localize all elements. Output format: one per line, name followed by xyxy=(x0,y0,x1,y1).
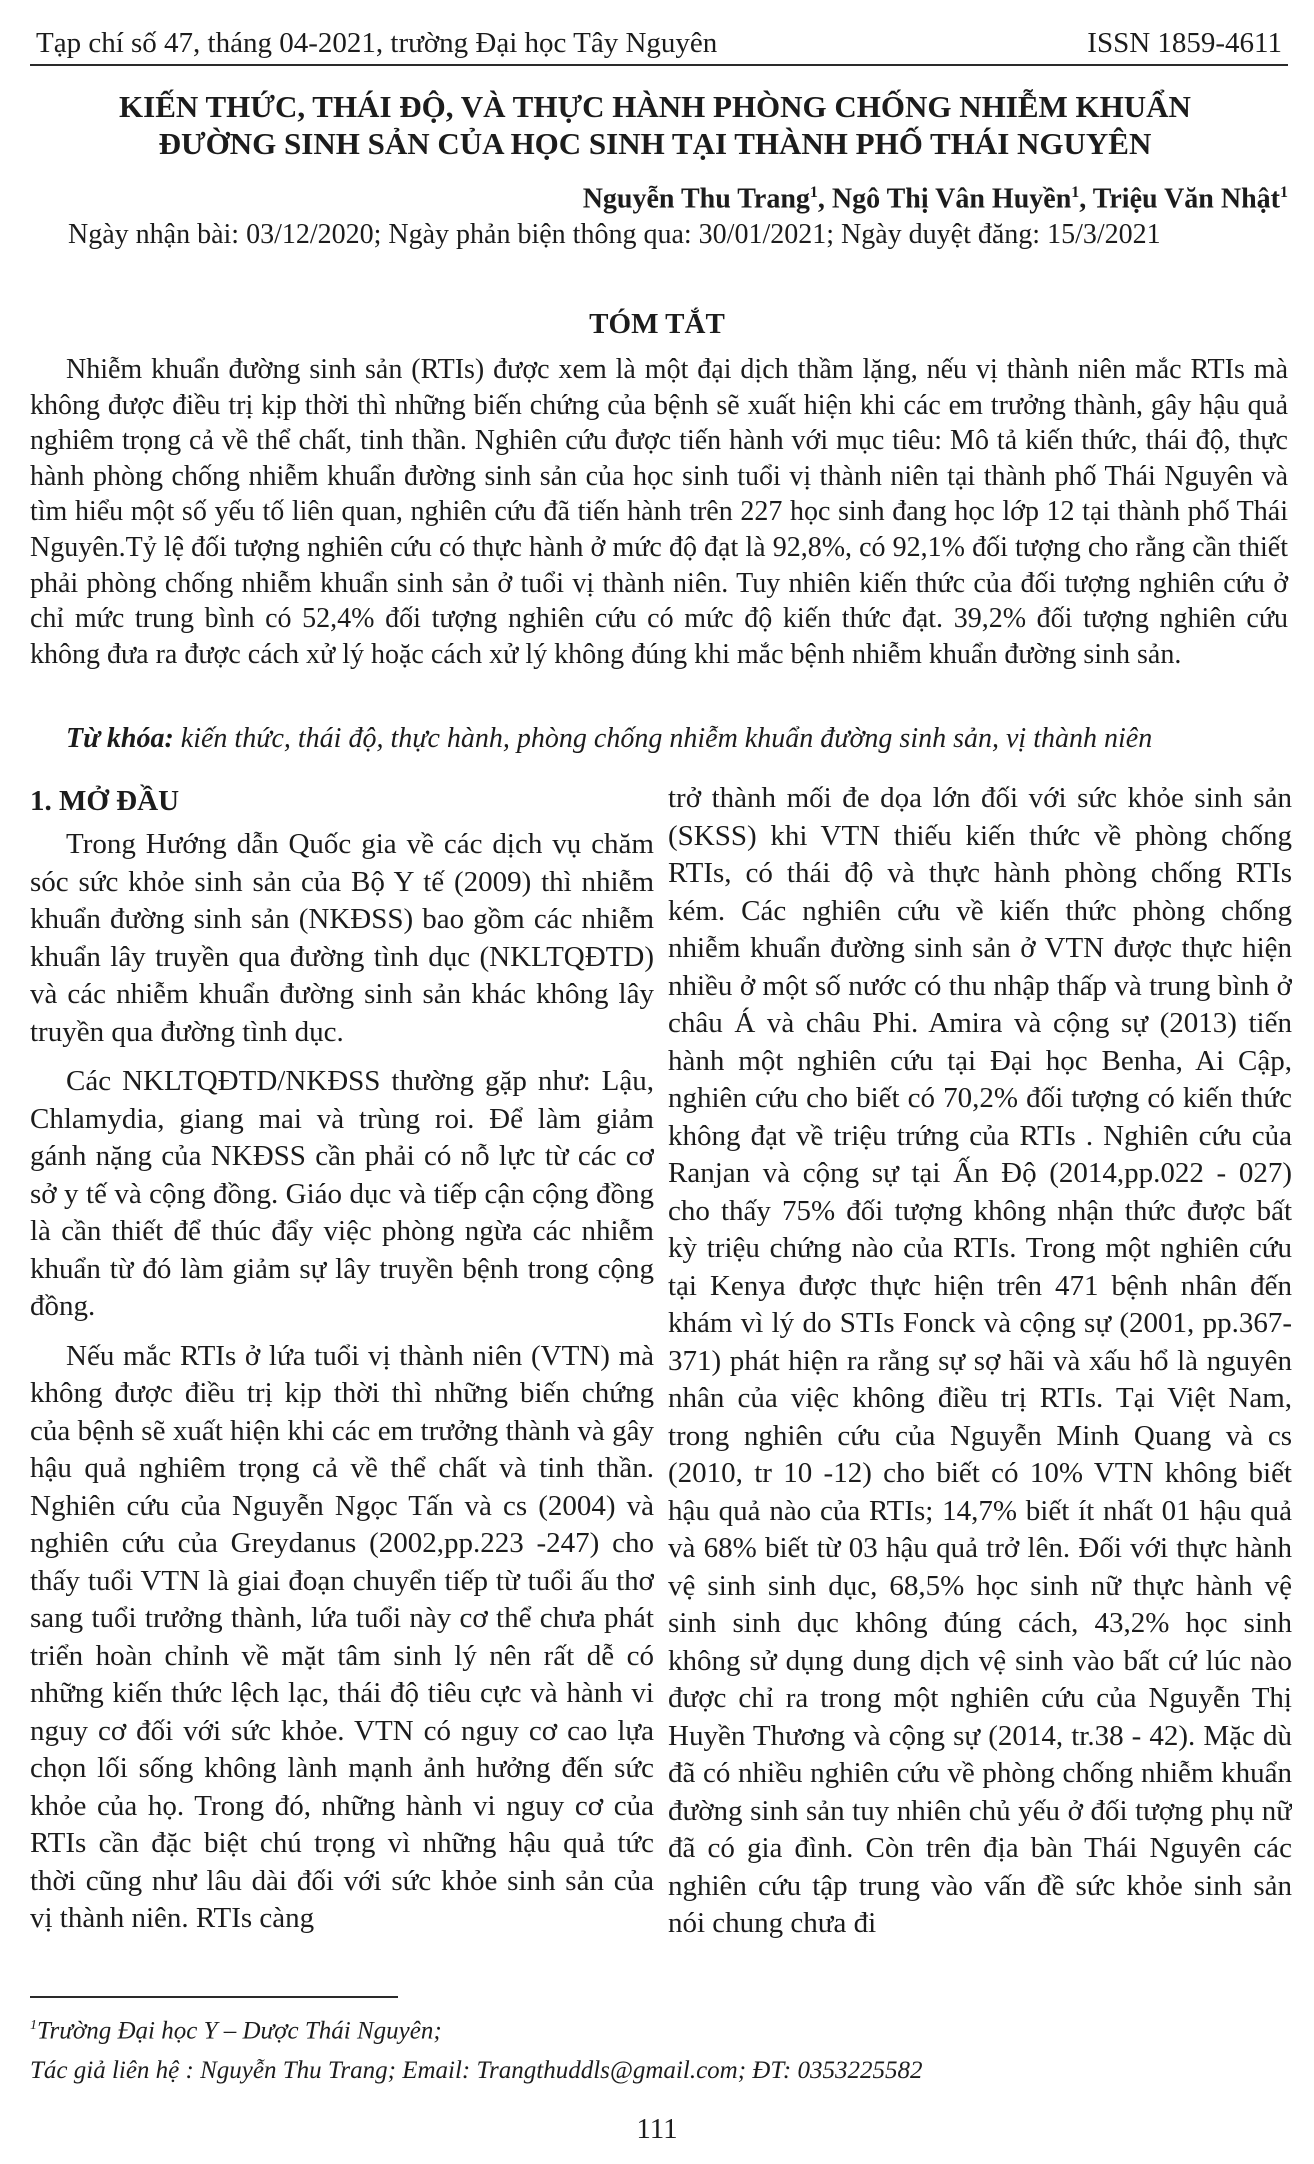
running-header xyxy=(36,20,1282,60)
article-title xyxy=(40,88,1270,162)
abstract-heading: TÓM TẮT xyxy=(589,308,725,340)
keywords-line xyxy=(30,722,1288,756)
author-separator: , xyxy=(1079,183,1093,215)
author-name: Ngô Thị Vân Huyền xyxy=(831,183,1072,215)
keywords-label: Từ khóa: xyxy=(66,723,174,754)
journal-info: Tạp chí số 47, tháng 04-2021, trường Đại học Tây Nguyên xyxy=(36,27,718,59)
author-name: Nguyễn Thu Trang xyxy=(582,183,810,215)
right-column xyxy=(668,780,1292,1956)
footnote-marker: 1 xyxy=(30,2018,37,2033)
body-paragraph: Trong Hướng dẫn Quốc gia về các dịch vụ chăm sóc sức khỏe sinh sản của Bộ Y tế (2009) thì nhiễm khuẩn đường sinh sản (NKĐSS) bao gồm các nhiễm khuẩn lây truyền qua đường tình dục (NKLTQĐTD) và các nhiễm khuẩn đường sinh sản khác không lây truyền qua đường tình dục. xyxy=(30,828,654,1048)
author-name: Triệu Văn Nhật xyxy=(1092,183,1280,215)
footnote-contact: Tác giả liên hệ : Nguyễn Thu Trang; Email: Trangthuddls@gmail.com; ĐT: 0353225582 xyxy=(30,2057,923,2085)
author-affiliation-marker: 1 xyxy=(1071,184,1080,201)
issn: ISSN 1859-4611 xyxy=(1087,27,1282,59)
footnote-affiliation xyxy=(30,2006,1230,2051)
page-number: 111 xyxy=(636,2113,678,2145)
body-paragraph: trở thành mối đe dọa lớn đối với sức khỏe sinh sản (SKSS) khi VTN thiếu kiến thức về phòng chống RTIs, có thái độ và thực hành phòng chống RTIs kém. Các nghiên cứu về kiến thức phòng chống nhiễm khuẩn đường sinh sản ở VTN được thực hiện nhiều ở một số nước có thu nhập thấp và trung bình ở châu Á và châu Phi. Amira và cộng sự (2013) tiến hành một nghiên cứu tại Đại học Benha, Ai Cập, nghiên cứu cho biết có 70,2% đối tượng có kiến thức không đạt về triệu trứng của RTIs . Nghiên cứu của Ranjan và cộng sự tại Ấn Độ (2014,pp.022 - 027) cho thấy 75% đối tượng không nhận thức được bất kỳ triệu chứng nào của RTIs. Trong một nghiên cứu tại Kenya được thực hiện trên 471 bệnh nhân đến khám vì lý do STIs Fonck và cộng sự (2001, pp.367-371) phát hiện ra rằng sự sợ hãi và xấu hổ là nguyên nhân của việc không điều trị RTIs. Tại Việt Nam, trong nghiên cứu của Nguyễn Minh Quang và cs (2010, tr 10 -12) cho biết có 10% VTN không biết hậu quả nào của RTIs; 14,7% biết ít nhất 01 hậu quả và 68% biết từ 03 hậu quả trở lên. Đối với thực hành vệ sinh sinh dục, 68,5% học sinh nữ thực hành vệ sinh sinh dục không đúng cách, 43,2% học sinh không sử dụng dung dịch vệ sinh vào bất cứ lúc nào được chỉ ra trong một nghiên cứu của Nguyễn Thị Huyền Thương và cộng sự (2014, tr.38 - 42). Mặc dù đã có nhiều nghiên cứu về phòng chống nhiễm khuẩn đường sinh sản tuy nhiên chủ yếu ở đối tượng phụ nữ đã có gia đình. Còn trên địa bàn Thái Nguyên các nghiên cứu tập trung vào vấn đề sức khỏe sinh sản nói chung chưa đi xyxy=(668,782,1292,1939)
footnotes xyxy=(30,2006,1230,2091)
header-rule xyxy=(30,64,1288,66)
keywords-text: kiến thức, thái độ, thực hành, phòng chống nhiễm khuẩn đường sinh sản, vị thành niên xyxy=(180,723,1153,754)
footnote-affiliation-text: Trường Đại học Y – Dược Thái Nguyên; xyxy=(37,2017,442,2045)
body-paragraph: Nếu mắc RTIs ở lứa tuổi vị thành niên (VTN) mà không được điều trị kịp thời thì những biến chứng của bệnh sẽ xuất hiện khi các em trưởng thành và gây hậu quả nghiêm trọng cả về thể chất và tinh thần. Nghiên cứu của Nguyễn Ngọc Tấn và cs (2004) và nghiên cứu của Greydanus (2002,pp.223 -247) cho thấy tuổi VTN là giai đoạn chuyển tiếp từ tuổi ấu thơ sang tuổi trưởng thành, lứa tuổi này cơ thể chưa phát triển hoàn chỉnh về mặt tâm sinh lý nên rất dễ có những kiến thức lệch lạc, thái độ tiêu cực và hành vi nguy cơ đối với sức khỏe. VTN có nguy cơ cao lựa chọn lối sống không lành mạnh ảnh hưởng đến sức khỏe của họ. Trong đó, những hành vi nguy cơ của RTIs cần đặc biệt chú trọng vì những hậu quả tức thời cũng như lâu dài đối với sức khỏe sinh sản của vị thành niên. RTIs càng xyxy=(30,1339,654,1934)
footnote-rule xyxy=(30,1996,398,1998)
author-affiliation-marker: 1 xyxy=(1280,184,1288,201)
author-affiliation-marker: 1 xyxy=(809,184,818,201)
author-separator: , xyxy=(817,183,832,215)
section-heading: 1. MỞ ĐẦU xyxy=(30,785,180,817)
title-line-1: KIẾN THỨC, THÁI ĐỘ, VÀ THỰC HÀNH PHÒNG CHỐNG NHIỄM KHUẨN xyxy=(119,89,1191,124)
left-column xyxy=(30,780,654,1956)
author-list xyxy=(583,176,1288,216)
publication-dates: Ngày nhận bài: 03/12/2020; Ngày phản biện thông qua: 30/01/2021; Ngày duyệt đăng: 15/3/2021 xyxy=(68,219,1161,250)
body-paragraph: Các NKLTQĐTD/NKĐSS thường gặp như: Lậu, Chlamydia, giang mai và trùng roi. Để làm giảm gánh nặng của NKĐSS cần phải có nỗ lực từ các cơ sở y tế và cộng đồng. Giáo dục và tiếp cận cộng đồng là cần thiết để thúc đẩy việc phòng ngừa các nhiễm khuẩn từ đó làm giảm sự lây truyền bệnh trong cộng đồng. xyxy=(30,1065,654,1322)
abstract-text: Nhiễm khuẩn đường sinh sản (RTIs) được xem là một đại dịch thầm lặng, nếu vị thành niên mắc RTIs mà không được điều trị kịp thời thì những biến chứng của bệnh sẽ xuất hiện khi các em trưởng thành, gây hậu quả nghiêm trọng cả về thể chất, tinh thần. Nghiên cứu được tiến hành với mục tiêu: Mô tả kiến thức, thái độ, thực hành phòng chống nhiễm khuẩn đường sinh sản của học sinh tuổi vị thành niên tại thành phố Thái Nguyên và tìm hiểu một số yếu tố liên quan, nghiên cứu đã tiến hành trên 227 học sinh đang học lớp 12 tại thành phố Thái Nguyên.Tỷ lệ đối tượng nghiên cứu có thực hành ở mức độ đạt là 92,8%, có 92,1% đối tượng cho rằng cần thiết phải phòng chống nhiễm khuẩn sinh sản ở tuổi vị thành niên. Tuy nhiên kiến thức của đối tượng nghiên cứu ở chỉ mức trung bình có 52,4% đối tượng nghiên cứu có mức độ kiến thức đạt. 39,2% đối tượng nghiên cứu không đưa ra được cách xử lý hoặc cách xử lý không đúng khi mắc bệnh nhiễm khuẩn đường sinh sản. xyxy=(30,354,1288,670)
title-line-2: ĐƯỜNG SINH SẢN CỦA HỌC SINH TẠI THÀNH PHỐ THÁI NGUYÊN xyxy=(158,126,1152,161)
